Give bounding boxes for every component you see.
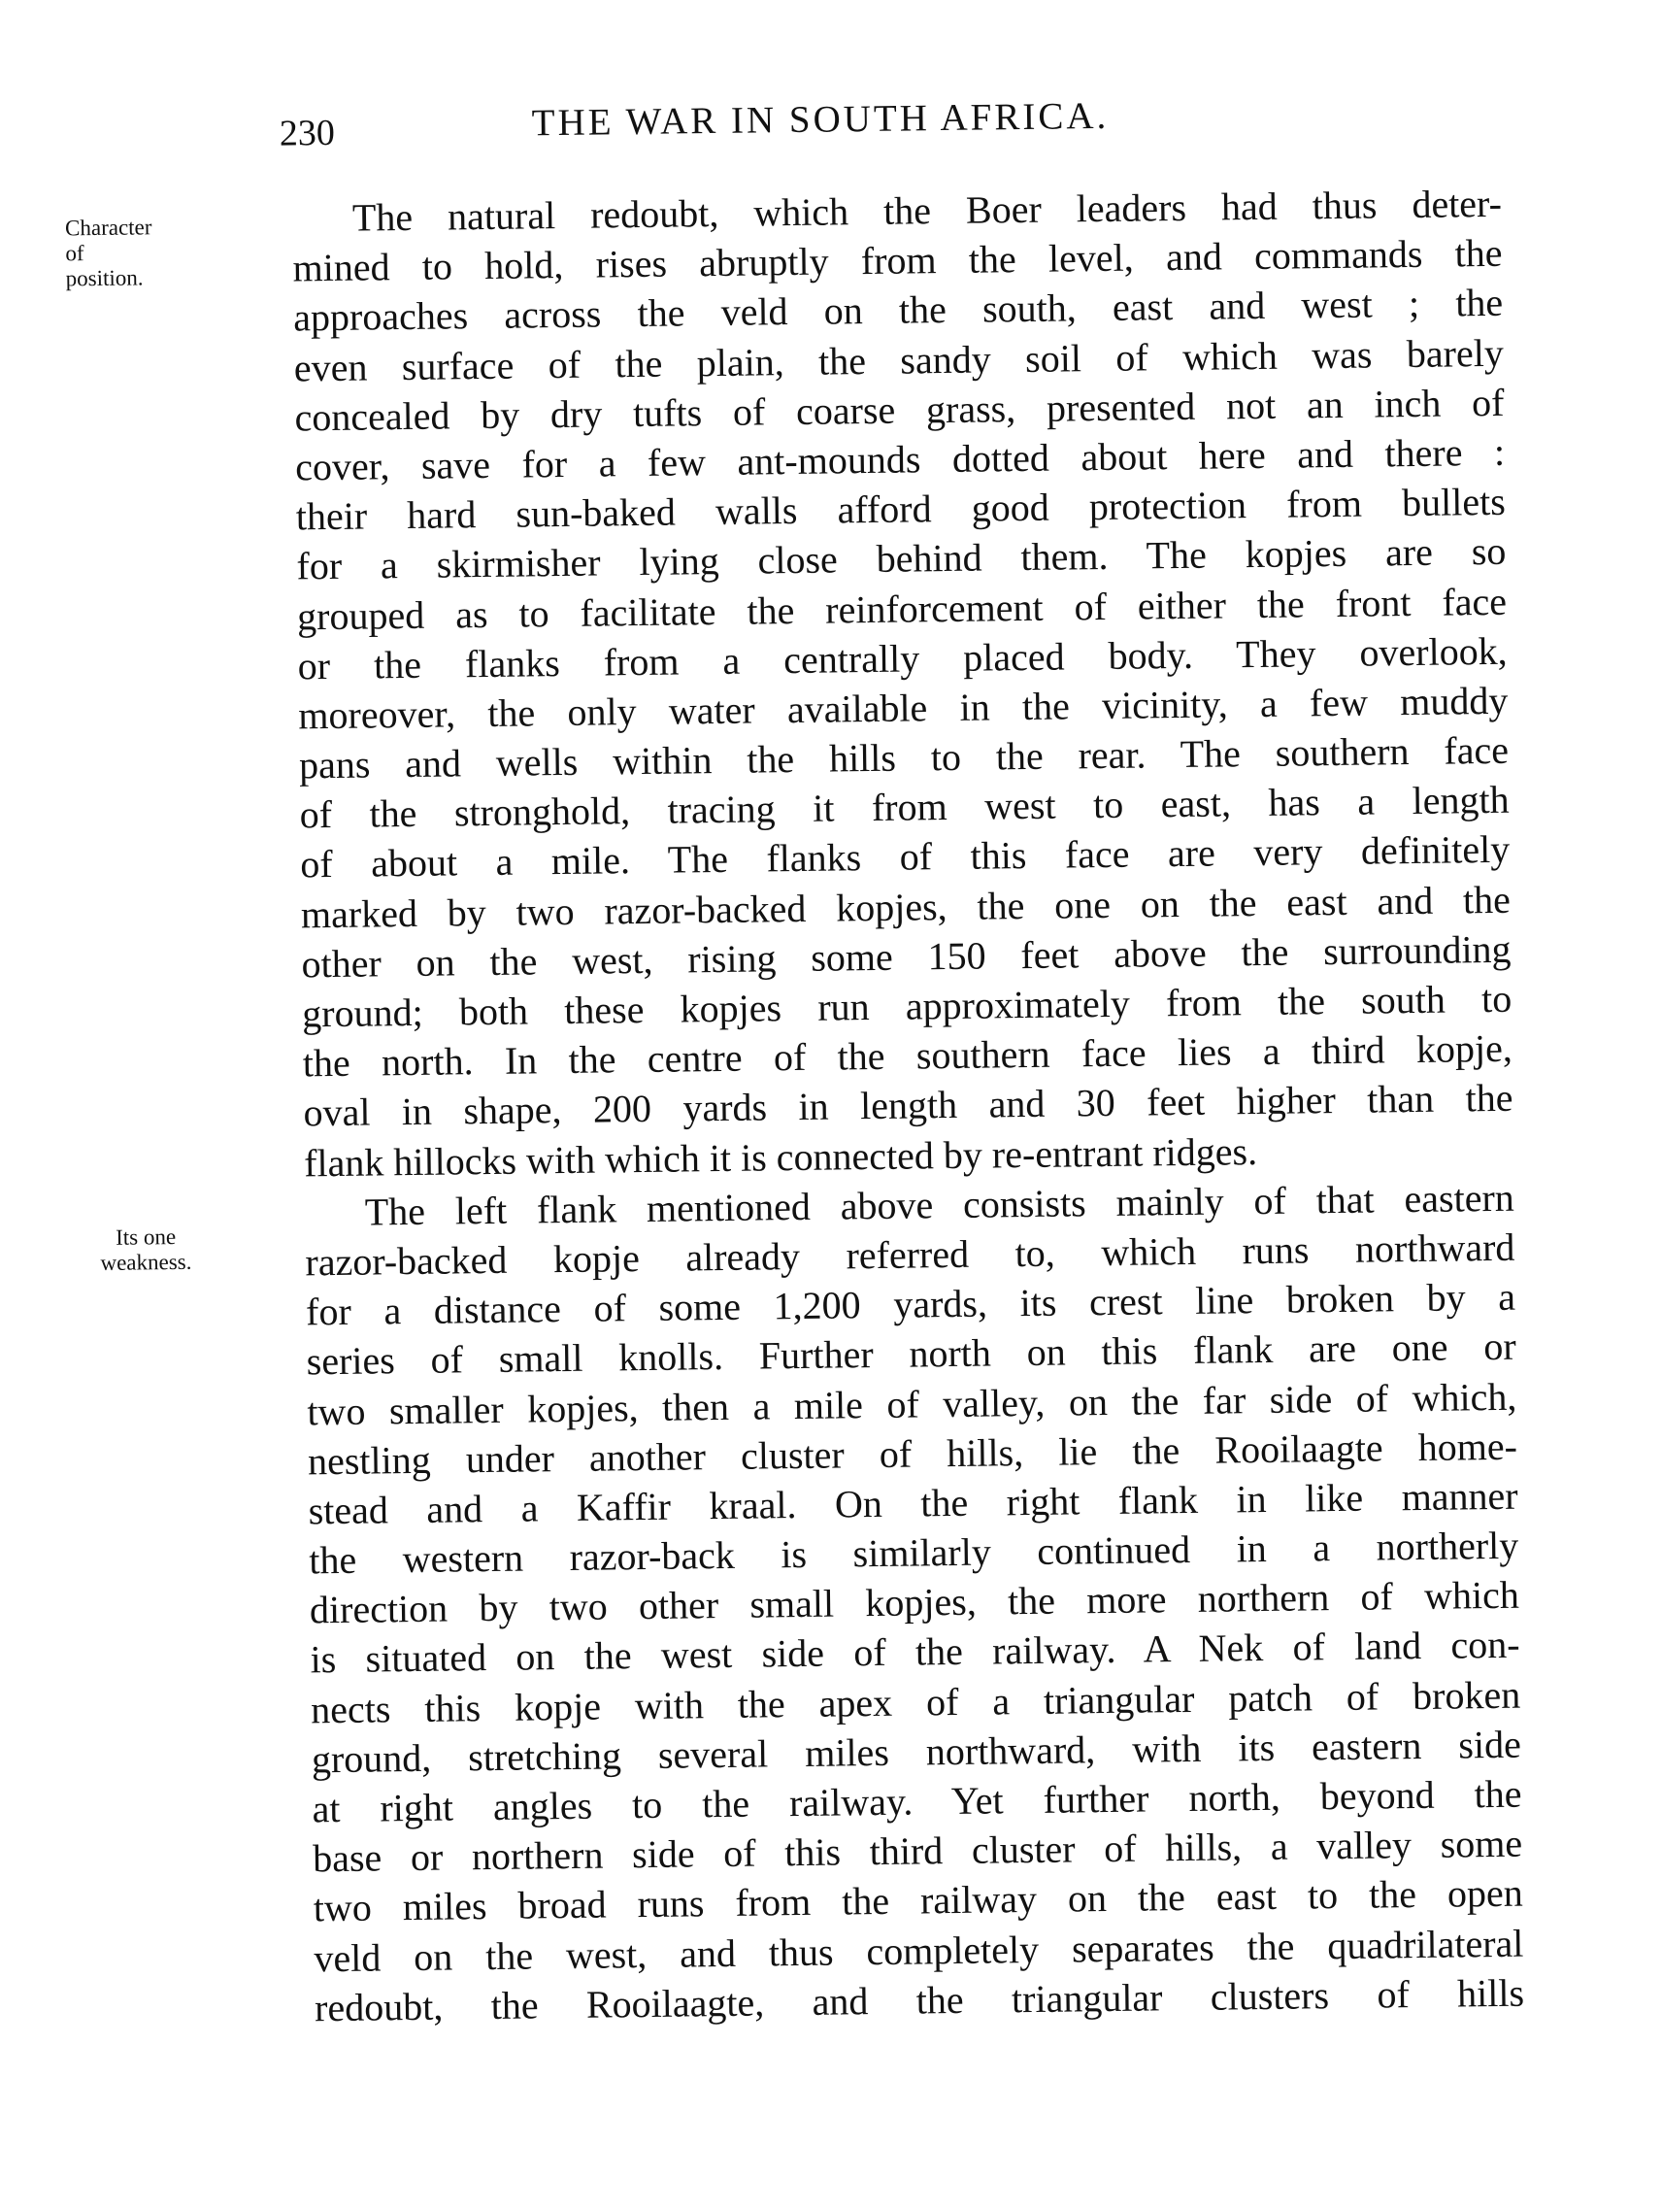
margin-note-character-of-position [65, 215, 152, 291]
text-line: other on the west, rising some 150 feet above the surrounding [301, 926, 1512, 987]
text-line: their hard sun-baked walls afford good protection from bullets [295, 479, 1507, 539]
text-line: cover, save for a few ant-mounds dotted about here and there : [294, 429, 1506, 489]
text-line: marked by two razor-backed kopjes, the one on the east and the [300, 877, 1512, 937]
margin-note-line: position. [65, 265, 144, 291]
text-line: for a distance of some 1,200 yards, its crest line broken by a [305, 1274, 1516, 1334]
text-line: of about a mile. The flanks of this face are very definitely [300, 827, 1511, 887]
text-line: grouped as to facilitate the reinforcement of either the front face [296, 579, 1508, 638]
margin-note-line: Character [64, 215, 152, 241]
text-line: two smaller kopjes, then a mile of valley, on the far side of which, [307, 1374, 1517, 1433]
text-line: the north. In the centre of the southern face lies a third kopje, [302, 1025, 1513, 1086]
text-line: of the stronghold, tracing it from west to east, has a length [299, 778, 1510, 837]
text-line: is situated on the west side of the railway. A Nek of land con- [310, 1623, 1520, 1682]
text-line: ground; both these kopjes run approximately from the south to [301, 976, 1512, 1036]
body-text [292, 179, 1525, 2032]
text-line: for a skirmisher lying close behind them. The kopjes are so [296, 529, 1507, 588]
margin-note-line: weakness. [100, 1249, 192, 1276]
margin-note-line: Its one [115, 1224, 177, 1250]
text-line: moreover, the only water available in the vicinity, a few muddy [298, 678, 1509, 738]
text-line: redoubt, the Rooilaagte, and the triangular clusters of hills [314, 1970, 1525, 2030]
text-line: ground, stretching several miles northward, with its eastern side [311, 1722, 1522, 1782]
text-line: or the flanks from a centrally placed body. They overlook, [297, 628, 1508, 688]
text-line: flank hillocks with which it is connected by re-entrant ridges. [303, 1128, 1258, 1185]
text-line: even surface of the plain, the sandy soil of which was barely [293, 330, 1505, 390]
page-number: 230 [279, 112, 336, 154]
margin-note-its-one-weakness [78, 1224, 215, 1277]
text-line: razor-backed kopje already referred to, which runs northward [305, 1224, 1515, 1285]
margin-note-line: of [65, 241, 84, 266]
text-line: the western razor-back is similarly continued in a northerly [309, 1523, 1519, 1583]
text-line: approaches across the veld on the south, east and west ; the [292, 281, 1504, 340]
text-line: mined to hold, rises abruptly from the level, and commands the [292, 230, 1503, 290]
text-line: stead and a Kaffir kraal. On the right flank in like manner [308, 1473, 1518, 1533]
running-title: THE WAR IN SOUTH AFRICA. [531, 94, 1110, 145]
text-line: two miles broad runs from the railway on the east to the open [313, 1871, 1524, 1930]
text-line: The left flank mentioned above consists mainly of that eastern [364, 1175, 1515, 1234]
text-line: concealed by dry tufts of coarse grass, presented not an inch of [294, 380, 1505, 440]
text-line: series of small knolls. Further north on this flank are one or [306, 1324, 1516, 1384]
text-line: nestling under another cluster of hills, lie the Rooilaagte home- [307, 1424, 1518, 1484]
text-line: nects this kopje with the apex of a triangular patch of broken [310, 1672, 1521, 1731]
text-line: oval in shape, 200 yards in length and 30 feet higher than the [303, 1076, 1513, 1135]
text-line: at right angles to the railway. Yet further north, beyond the [312, 1771, 1522, 1831]
text-line: base or northern side of this third cluster of hills, a valley some [312, 1821, 1523, 1881]
text-line: veld on the west, and thus completely separates the quadrilateral [314, 1921, 1524, 1980]
text-line: pans and wells within the hills to the rear. The southern face [298, 727, 1510, 788]
text-line: direction by two other small kopjes, the more northern of which [309, 1572, 1520, 1632]
text-line: The natural redoubt, which the Boer leaders had thus deter- [351, 181, 1503, 240]
